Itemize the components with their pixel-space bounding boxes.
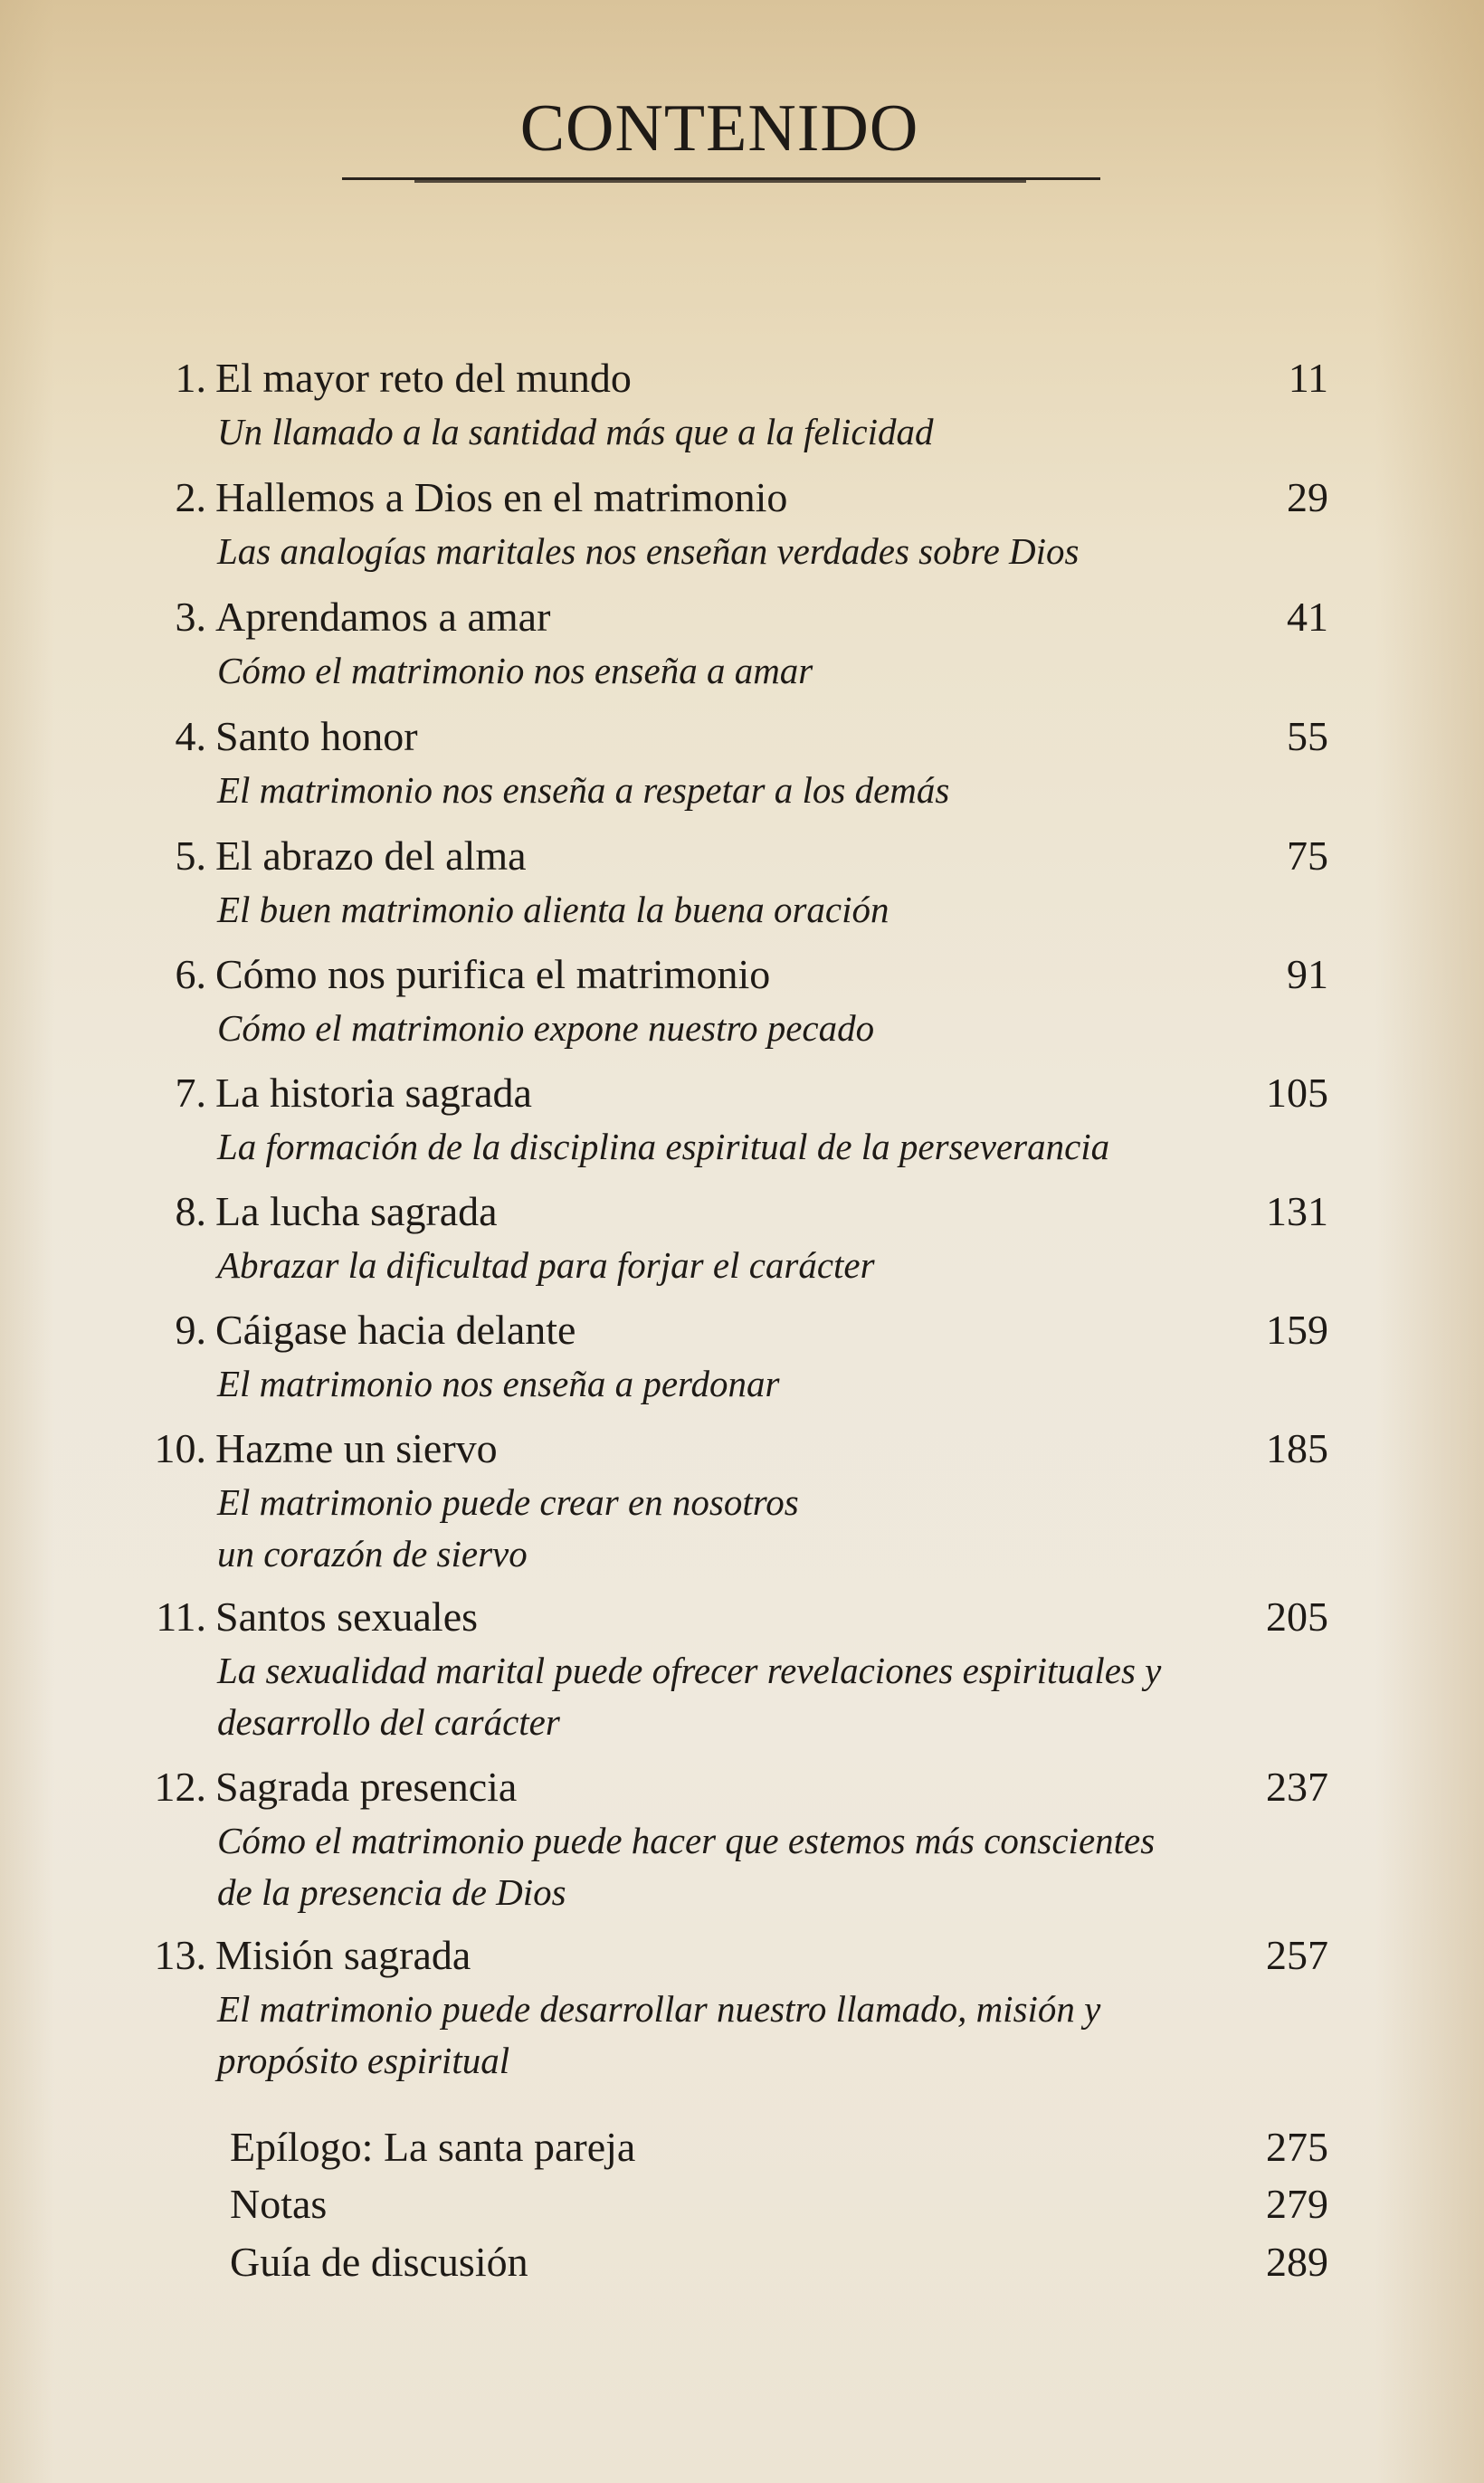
- chapter-number: 7.: [175, 1070, 206, 1116]
- chapter-title: Misión sagrada: [215, 1932, 471, 1978]
- page-number: 131: [1266, 1188, 1328, 1234]
- chapter-title: El abrazo del alma: [215, 832, 527, 879]
- chapter-title: Aprendamos a amar: [215, 594, 551, 640]
- chapter-title: La historia sagrada: [215, 1070, 532, 1116]
- chapter-number: 11.: [156, 1593, 206, 1640]
- page-number: 29: [1287, 474, 1328, 520]
- chapter-subtitle: El matrimonio puede desarrollar nuestro llamado, misión y: [217, 1988, 1101, 2030]
- chapter-subtitle: Cómo el matrimonio nos enseña a amar: [217, 650, 813, 691]
- chapter-subtitle: propósito espiritual: [217, 2040, 510, 2081]
- page-number: 257: [1266, 1932, 1328, 1978]
- chapter-number: 5.: [175, 832, 206, 879]
- chapter-subtitle: Cómo el matrimonio puede hacer que estemos más conscientes: [217, 1820, 1156, 1861]
- chapter-title: Santos sexuales: [215, 1593, 479, 1640]
- chapter-subtitle: Un llamado a la santidad más que a la felicidad: [217, 411, 934, 452]
- chapter-subtitle: El buen matrimonio alienta la buena oración: [217, 889, 889, 930]
- page-number: 237: [1266, 1764, 1328, 1810]
- chapter-subtitle: Cómo el matrimonio expone nuestro pecado: [217, 1007, 875, 1049]
- chapter-number: 10.: [154, 1425, 206, 1471]
- chapter-subtitle: Las analogías maritales nos enseñan verdades sobre Dios: [217, 530, 1080, 572]
- page-number: 55: [1287, 713, 1328, 759]
- page-number: 41: [1287, 594, 1328, 640]
- page-number: 91: [1287, 951, 1328, 997]
- chapter-number: 1.: [175, 355, 206, 401]
- chapter-subtitle: El matrimonio nos enseña a respetar a los demás: [217, 769, 950, 811]
- page-number: 289: [1266, 2239, 1328, 2285]
- chapter-subtitle: un corazón de siervo: [217, 1533, 528, 1574]
- chapter-number: 4.: [175, 713, 206, 759]
- title-rule-underline: [414, 180, 1026, 183]
- page-number: 205: [1266, 1593, 1328, 1640]
- chapter-subtitle: El matrimonio nos enseña a perdonar: [217, 1363, 780, 1404]
- chapter-subtitle: desarrollo del carácter: [217, 1701, 560, 1743]
- chapter-title: El mayor reto del mundo: [215, 355, 632, 401]
- page-number: 159: [1266, 1307, 1328, 1353]
- chapter-subtitle: Abrazar la dificultad para forjar el carácter: [217, 1244, 875, 1286]
- page-number: 105: [1266, 1070, 1328, 1116]
- chapter-number: 13.: [154, 1932, 206, 1978]
- chapter-subtitle: La formación de la disciplina espiritual de la perseverancia: [217, 1126, 1110, 1167]
- page-number: 185: [1266, 1425, 1328, 1471]
- chapter-title: Sagrada presencia: [215, 1764, 518, 1810]
- page-number: 275: [1266, 2124, 1328, 2170]
- chapter-subtitle: de la presencia de Dios: [217, 1871, 566, 1913]
- chapter-number: 12.: [154, 1764, 206, 1810]
- section-title: Epílogo: La santa pareja: [230, 2124, 636, 2170]
- page-number: 75: [1287, 832, 1328, 879]
- chapter-number: 2.: [175, 474, 206, 520]
- page-title: CONTENIDO: [519, 91, 919, 166]
- chapter-number: 3.: [175, 594, 206, 640]
- chapter-title: Santo honor: [215, 713, 418, 759]
- chapter-number: 9.: [175, 1307, 206, 1353]
- page-edge-shadow-right: [1375, 0, 1484, 2483]
- chapter-subtitle: La sexualidad marital puede ofrecer revelaciones espirituales y: [217, 1650, 1162, 1691]
- chapter-subtitle: El matrimonio puede crear en nosotros: [217, 1481, 799, 1523]
- section-title: Guía de discusión: [230, 2239, 528, 2285]
- section-title: Notas: [230, 2181, 328, 2227]
- chapter-title: Cáigase hacia delante: [215, 1307, 576, 1353]
- chapter-number: 8.: [175, 1188, 206, 1234]
- chapter-title: Hallemos a Dios en el matrimonio: [215, 474, 788, 520]
- chapter-title: Hazme un siervo: [215, 1425, 498, 1471]
- chapter-number: 6.: [175, 951, 206, 997]
- page-number: 11: [1288, 355, 1328, 401]
- chapter-title: La lucha sagrada: [215, 1188, 498, 1234]
- page-number: 279: [1266, 2181, 1328, 2227]
- chapter-title: Cómo nos purifica el matrimonio: [215, 951, 771, 997]
